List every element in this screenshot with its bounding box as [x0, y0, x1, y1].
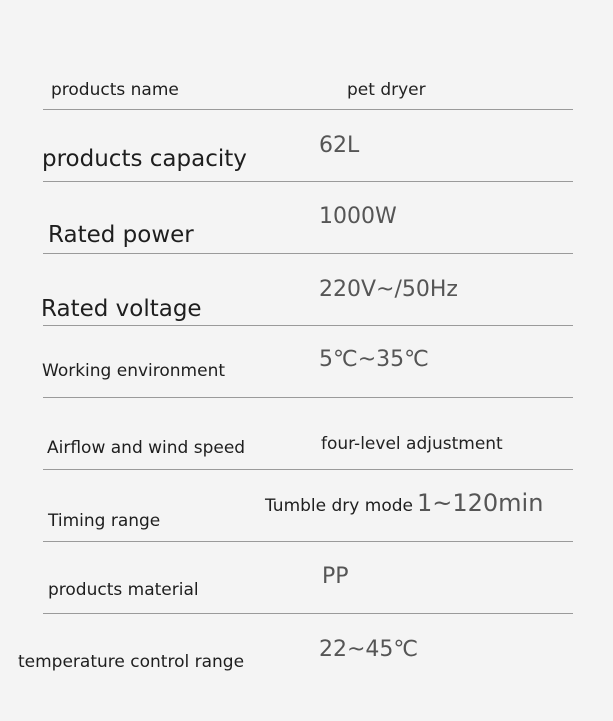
spec-value-rated-voltage: 220V~/50Hz: [319, 277, 458, 302]
row-divider: [43, 325, 573, 326]
spec-label-working-environment: Working environment: [42, 361, 226, 381]
row-divider: [43, 469, 573, 470]
row-divider: [43, 397, 573, 398]
spec-value-rated-power: 1000W: [319, 204, 397, 229]
spec-value-timing-range: [265, 491, 543, 515]
spec-label-rated-voltage: Rated voltage: [41, 296, 202, 322]
spec-label-timing-range: Timing range: [48, 511, 161, 531]
spec-label-products-name: products name: [51, 80, 179, 100]
timing-mode-label: Tumble dry mode: [265, 496, 413, 516]
spec-value-products-name: pet dryer: [347, 80, 426, 100]
spec-label-rated-power: Rated power: [48, 222, 194, 248]
spec-value-products-material: PP: [322, 564, 349, 589]
spec-label-airflow: Airflow and wind speed: [47, 438, 246, 458]
spec-value-temperature-control: 22~45℃: [319, 637, 419, 662]
row-divider: [43, 181, 573, 182]
row-divider: [43, 253, 573, 254]
spec-value-working-environment: 5℃~35℃: [319, 347, 429, 372]
timing-value: 1~120min: [416, 489, 544, 517]
row-divider: [43, 541, 573, 542]
spec-label-products-material: products material: [48, 580, 199, 600]
spec-value-products-capacity: 62L: [319, 133, 360, 158]
row-divider: [43, 613, 573, 614]
spec-label-products-capacity: products capacity: [42, 146, 247, 172]
spec-label-temperature-control: temperature control range: [18, 652, 245, 672]
row-divider: [43, 109, 573, 110]
spec-value-airflow: four-level adjustment: [321, 434, 503, 454]
